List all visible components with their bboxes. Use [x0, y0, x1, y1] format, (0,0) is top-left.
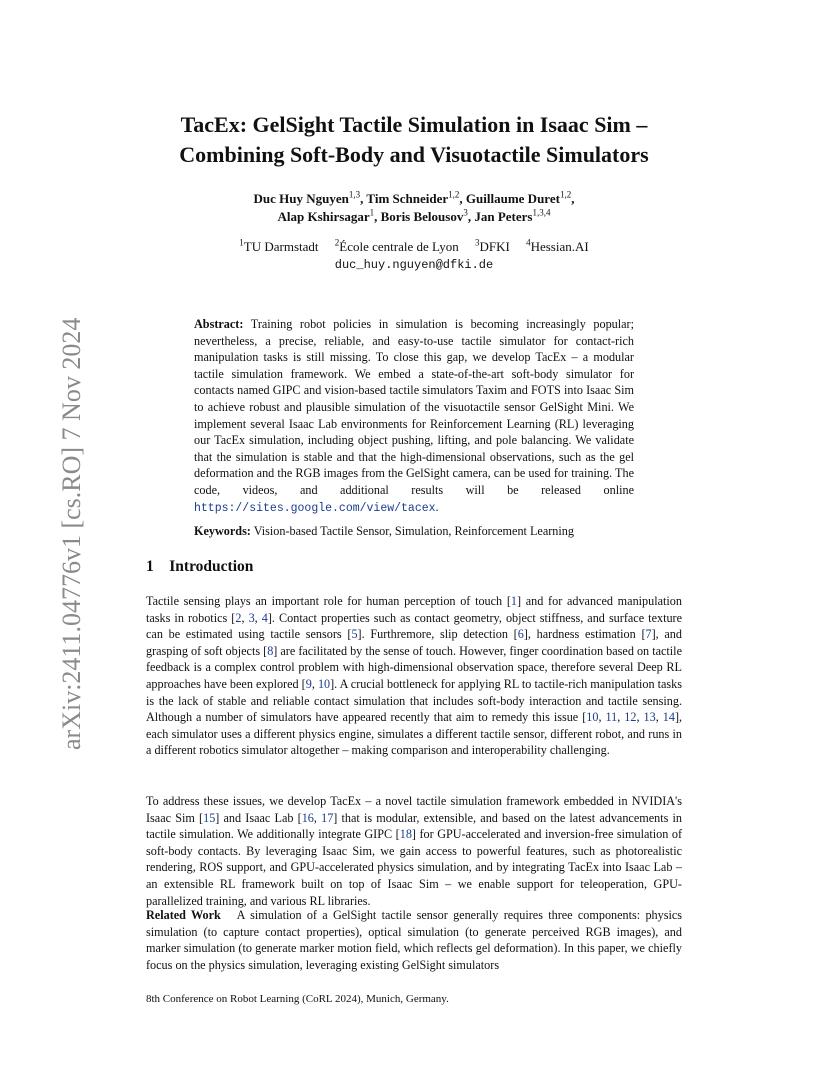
body-text: ] that is modular, extensible, and based on the latest advancements in tactile simulation. We additionally integrate GIPC [ — [146, 810, 683, 842]
intro-paragraph-1: Tactile sensing plays an important role for human perception of touch [1] and for advanced manipulation tasks in robotics [2, 3, 4]. Contact properties such as contact geometry, object stiffness, and surface texture can be estimated using tactile sensors [5]. Furthremore, slip detection [6], hardness estimation [7], and grasping of soft objects [8] are facilitated by the sense of touch. However, finger coordination based on tactile feedback is a complex control problem with high-dimensional observation space, therefore several Deep RL approaches have been explored [9, 10]. A crucial bottleneck for applying RL to tactile-rich manipulation tasks is the lack of stable and reliable contact simulation that includes soft-body interaction and tactile sensing. Although a number of simulators have appeared recently that aim to remedy this issue [10, 11, 12, 13, 14], each simulator uses a different physics engine, simulates a different tactile sensor, different robot, and runs in a different robotics simulator altogether – making comparison and interoperability challenging. — [146, 594, 683, 758]
author-affil-sup: 1,2 — [559, 189, 572, 200]
contact-email[interactable]: duc_huy.nguyen@dfki.de — [334, 258, 494, 272]
section-title: Introduction — [169, 558, 254, 575]
author-affil-sup: 1 — [369, 207, 375, 218]
abstract-text: Training robot policies in simulation is becoming increasingly popular; nevertheless, a precise, reliable, and easy-to-use tactile simulator for contact-rich manipulation tasks is still missing. To close this gap, we develop TacEx – a modular tactile simulation framework. We embed a state-of-the-art soft-body simulator for contacts named GIPC and vision-based tactile simulators Taxim and FOTS into Isaac Sim to achieve robust and plausible simulation of the visuotactile sensor GelSight Mini. We implement several Isaac Lab environments for Reinforcement Learning (RL) leveraging our TacEx simulation, including object pushing, lifting, and pole balancing. We validate that the simulation is stable and that the high-dimensional observations, such as the gel deformation and the RGB images from the GelSight camera, can be used for training. The code, videos, and additional results will be released online — [194, 317, 634, 497]
author-line-2 — [60, 208, 768, 226]
body-text: ] are facilitated by the sense of touch. However, finger coordination based on tactile feedback is a complex control problem with high-dimensional observation space, therefore several Deep RL approaches have been explored [ — [146, 643, 682, 691]
author-affil-sup: 3 — [463, 207, 468, 218]
author-name: Duc Huy Nguyen — [253, 191, 349, 206]
citation-link[interactable]: 8 — [267, 643, 274, 658]
author-affil-sup: 1,3,4 — [532, 207, 551, 218]
citation-link[interactable]: 11 — [605, 710, 618, 725]
affil-name: Hessian.AI — [530, 239, 589, 254]
arxiv-identifier: arXiv:2411.04776v1 [cs.RO] 7 Nov 2024 — [57, 317, 86, 750]
citation-link[interactable]: 12 — [624, 710, 637, 725]
affil-number: 4 — [526, 237, 531, 248]
citation-link[interactable]: 4 — [261, 610, 268, 625]
author-affil-sup: 1,3 — [348, 189, 361, 200]
body-text: ]. A crucial bottleneck for applying RL to tactile-rich manipulation tasks is the lack of stable and reliable contact simulation that includes soft-body interaction and tactile sensing. Although a number of simulators have appeared recently that aim to remedy this issue [ — [146, 676, 683, 725]
keywords-label: Keywords: — [194, 524, 251, 538]
body-text: ], and grasping of soft objects [ — [146, 627, 682, 658]
related-work-label: Related Work — [146, 908, 221, 922]
body-text: ] and Isaac Lab [ — [215, 810, 302, 825]
citation-link[interactable]: 16 — [301, 810, 314, 825]
author-separator: , — [571, 191, 575, 206]
citation-link[interactable]: 1 — [510, 594, 517, 608]
citation-link[interactable]: 7 — [645, 627, 652, 642]
citation-link[interactable]: 13 — [643, 710, 656, 725]
title-line-1: TacEx: GelSight Tactile Simulation in Isaac Sim – — [180, 112, 648, 137]
paper-title — [60, 110, 768, 170]
citation-link[interactable]: 3 — [248, 610, 255, 625]
citation-link[interactable]: 6 — [517, 627, 524, 642]
body-text: A simulation of a GelSight tactile sensor generally requires three components: physics simulation (to capture contact properties), optical simulation (to generate perceived RGB images), and marker simulation (to generate marker motion field, which reflects gel deformation). In this paper, we chiefly focus on the physics simulation, leveraging existing GelSight simulators — [146, 908, 683, 972]
citation-link[interactable]: 17 — [321, 810, 334, 825]
citation-link[interactable]: 15 — [203, 810, 216, 825]
body-text: ], each simulator uses a different physics engine, simulates a different tactile sensor, different robot, and runs in a different robotics simulator altogether – making comparison and interoperability challenging. — [146, 710, 683, 758]
author-list — [60, 190, 768, 226]
section-heading — [146, 557, 253, 577]
keywords — [194, 523, 634, 540]
author-name: , Boris Belousov — [374, 209, 464, 224]
affil-name: École centrale de Lyon — [339, 239, 459, 254]
affil-number: 2 — [334, 237, 340, 248]
author-name: , Tim Schneider — [360, 191, 449, 206]
body-text: To address these issues, we develop TacEx – a novel tactile simulation framework embedded in NVIDIA's Isaac Sim [ — [146, 794, 682, 825]
author-name: Alap Kshirsagar — [277, 209, 370, 224]
citation-link[interactable]: 10 — [317, 676, 331, 691]
affiliations — [60, 238, 768, 274]
citation-link[interactable]: 10 — [586, 710, 599, 725]
arxiv-stamp — [22, 290, 86, 750]
citation-link[interactable]: 14 — [662, 710, 675, 725]
body-text: ]. Furthremore, slip detection [ — [357, 627, 518, 642]
citation-link[interactable]: 18 — [399, 827, 412, 842]
author-name: , Guillaume Duret — [459, 191, 560, 206]
section-number: 1 — [146, 558, 154, 575]
citation-link[interactable]: 2 — [235, 610, 242, 625]
title-line-2: Combining Soft-Body and Visuotactile Simulators — [179, 142, 649, 167]
conference-footer: 8th Conference on Robot Learning (CoRL 2024), Munich, Germany. — [146, 993, 449, 1005]
affil-name: DFKI — [479, 239, 510, 254]
project-url-link[interactable]: https://sites.google.com/view/tacex — [194, 501, 436, 515]
citation-link[interactable]: 5 — [351, 627, 358, 642]
body-text: ]. Contact properties such as contact geometry, object stiffness, and surface texture can be estimated using tactile sensors [ — [146, 610, 683, 642]
affiliation-line — [60, 238, 768, 256]
abstract-end: . — [435, 499, 439, 514]
author-name: , Jan Peters — [467, 209, 533, 224]
affil-number: 1 — [239, 237, 244, 248]
body-text: Tactile sensing plays an important role for human perception of touch [ — [146, 594, 511, 608]
body-text: ] and for advanced manipulation tasks in robotics [ — [146, 594, 682, 625]
author-affil-sup: 1,2 — [448, 189, 460, 200]
intro-paragraph-2: To address these issues, we develop TacEx – a novel tactile simulation framework embedded in NVIDIA's Isaac Sim [15] and Isaac Lab [16, 17] that is modular, extensible, and based on the latest advancements in tactile simulation. We additionally integrate GIPC [18] for GPU-accelerated and inversion-free simulation of soft-body contacts. By leveraging Isaac Sim, we gain access to powerful features, such as photorealistic rendering, ROS support, and GPU-accelerated physics simulation, and by integrating TacEx into Isaac Lab – an extensible RL framework built on top of Isaac Sim – we enable support for teleoperation, GPU-parallelized training, and various RL libraries. — [146, 794, 683, 908]
citation-link[interactable]: 9 — [305, 676, 312, 691]
keywords-text: Vision-based Tactile Sensor, Simulation, Reinforcement Learning — [253, 524, 574, 538]
affil-name: TU Darmstadt — [243, 239, 319, 254]
related-work-paragraph — [146, 907, 682, 973]
abstract — [194, 316, 634, 517]
abstract-label: Abstract: — [194, 317, 244, 331]
affil-number: 3 — [474, 237, 480, 248]
body-text: ] for GPU-accelerated and inversion-free simulation of soft-body contacts. By leveraging Isaac Sim, we gain access to powerful features, such as photorealistic rendering, ROS support, and GPU-accelerated physics simulation, and by integrating TacEx into Isaac Lab – an extensible RL framework built on top of Isaac Sim – we enable support for teleoperation, GPU-parallelized training, and various RL libraries. — [146, 827, 683, 908]
body-text: ], hardness estimation [ — [523, 627, 646, 642]
author-line-1 — [60, 190, 768, 208]
